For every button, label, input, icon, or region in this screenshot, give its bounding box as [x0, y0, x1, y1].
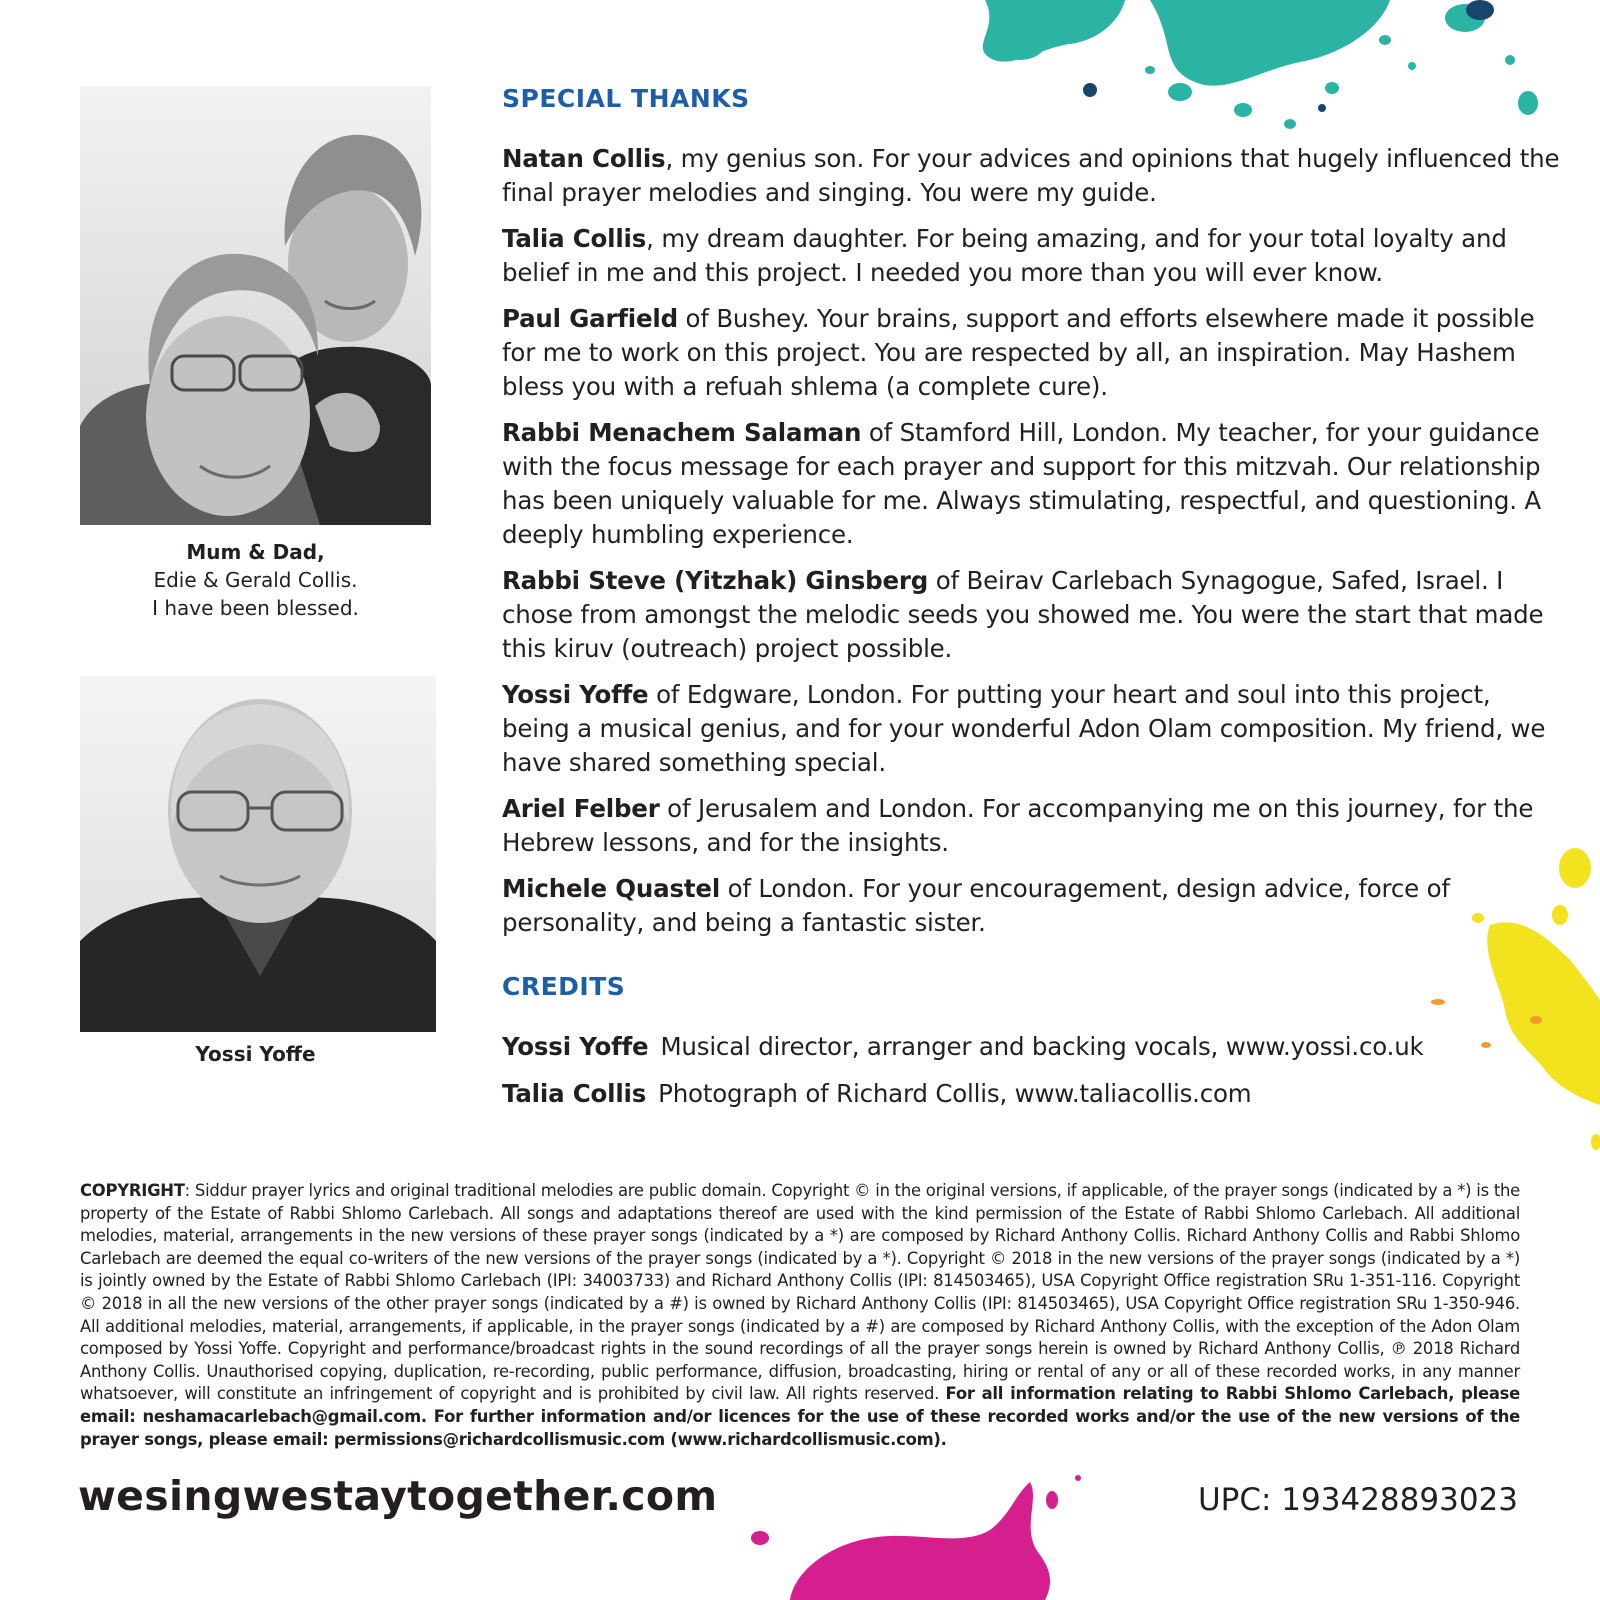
parents-caption: [80, 538, 431, 622]
thanks-text: of Beirav Carlebach Synagogue, Safed, Israel. I chose from amongst the melodic seeds you showed me. You were the start that made this kiruv (outreach) project possible.: [502, 566, 1544, 663]
thanks-item: [502, 872, 1562, 940]
thanks-text: of Bushey. Your brains, support and efforts elsewhere made it possible for me to work on this project. You are respected by all, an inspiration. May Hashem bless you with a refuah shlema (a complete cure).: [502, 304, 1535, 401]
credit-text: Musical director, arranger and backing vocals, www.yossi.co.uk: [660, 1032, 1424, 1061]
copyright-contact: For all information relating to Rabbi Shlomo Carlebach, please email: neshamacarlebach@gmail.com. For further information and/or licences for the use of these recorded works and/or the use of the new versions of the prayer songs, please email: permissions@richardcollismusic.com (www.richardcollismusic.com).: [80, 1384, 1521, 1449]
thanks-name: Rabbi Menachem Salaman: [502, 418, 862, 447]
yossi-yoffe-caption: [80, 1040, 431, 1068]
thanks-text: of Stamford Hill, London. My teacher, for your guidance with the focus message for each prayer and support for this mitzvah. Our relationship has been uniquely valuable for me. Always stimulating, respectful, and questioning. A deeply humbling experience.: [502, 418, 1541, 549]
upc-code: UPC: 193428893023: [1197, 1482, 1518, 1518]
thanks-item: [502, 564, 1562, 666]
thanks-text: of Edgware, London. For putting your heart and soul into this project, being a musical genius, and for your wonderful Adon Olam composition. My friend, we have shared something special.: [502, 680, 1546, 777]
thanks-text: , my dream daughter. For being amazing, and for your total loyalty and belief in me and this project. I needed you more than you will ever know.: [502, 224, 1507, 287]
credits-heading: CREDITS: [502, 972, 626, 1001]
website-url: wesingwestaytogether.com: [78, 1472, 718, 1520]
thanks-name: Yossi Yoffe: [502, 680, 649, 709]
copyright-label: COPYRIGHT: [80, 1181, 185, 1200]
thanks-name: Talia Collis: [502, 224, 647, 253]
credit-name: Talia Collis: [502, 1079, 647, 1108]
magenta-splash: [751, 1475, 1081, 1600]
credit-name: Yossi Yoffe: [502, 1032, 649, 1061]
copyright-notice: [80, 1180, 1520, 1451]
special-thanks-heading: SPECIAL THANKS: [502, 84, 750, 113]
credit-item: [502, 1030, 1562, 1064]
credit-item: [502, 1077, 1562, 1111]
thanks-name: Rabbi Steve (Yitzhak) Ginsberg: [502, 566, 929, 595]
yossi-yoffe-photo: [80, 676, 436, 1032]
thanks-item: [502, 792, 1562, 860]
parents-caption-note: I have been blessed.: [152, 596, 359, 620]
thanks-text: of London. For your encouragement, design advice, force of personality, and being a fantastic sister.: [502, 874, 1450, 937]
credit-text: Photograph of Richard Collis, www.taliacollis.com: [658, 1079, 1252, 1108]
special-thanks-list: [502, 142, 1562, 952]
thanks-text: of Jerusalem and London. For accompanying me on this journey, for the Hebrew lessons, and for the insights.: [502, 794, 1534, 857]
thanks-item: [502, 142, 1562, 210]
teal-splash: [983, 0, 1538, 129]
thanks-name: Paul Garfield: [502, 304, 678, 333]
thanks-name: Natan Collis: [502, 144, 666, 173]
thanks-item: [502, 222, 1562, 290]
thanks-name: Michele Quastel: [502, 874, 721, 903]
parents-photo: [80, 86, 431, 525]
thanks-item: [502, 678, 1562, 780]
parents-caption-names: Edie & Gerald Collis.: [153, 568, 358, 592]
credits-list: [502, 1030, 1562, 1124]
thanks-item: [502, 416, 1562, 552]
thanks-name: Ariel Felber: [502, 794, 660, 823]
parents-caption-title: Mum & Dad,: [186, 540, 325, 564]
yossi-yoffe-caption-text: Yossi Yoffe: [195, 1042, 316, 1066]
copyright-body: : Siddur prayer lyrics and original traditional melodies are public domain. Copyright © in the original versions, if applicable, of the prayer songs (indicated by a *) is the property of the Estate of Rabbi Shlomo Carlebach. All songs and adaptations thereof are used with the kind permission of the Estate of Rabbi Shlomo Carlebach. All additional melodies, material, arrangements in the new versions of these prayer songs (indicated by a *) are composed by Richard Anthony Collis. Richard Anthony Collis and Rabbi Shlomo Carlebach are deemed the equal co-writers of the new versions of the prayer songs (indicated by a *). Copyright © 2018 in the new versions of the prayer songs (indicated by a *) is jointly owned by the Estate of Rabbi Shlomo Carlebach (IPI: 34003733) and Richard Anthony Collis (IPI: 814503465), USA Copyright Office registration SRu 1-351-116. Copyright © 2018 in all the new versions of the other prayer songs (indicated by a #) is owned by Richard Anthony Collis (IPI: 814503465), USA Copyright Office registration SRu 1-350-946. All additional melodies, material, arrangements, if applicable, in the prayer songs (indicated by a #) are composed by Richard Anthony Collis, with the exception of the Adon Olam composed by Yossi Yoffe. Copyright and performance/broadcast rights in the sound recordings of all the prayer songs herein is owned by Richard Anthony Collis, ℗ 2018 Richard Anthony Collis. Unauthorised copying, duplication, re-recording, public performance, diffusion, broadcasting, hiring or rental of any or all of these recorded works, in any manner whatsoever, will constitute an infringement of copyright and is prohibited by civil law. All rights reserved.: [80, 1181, 1520, 1404]
thanks-text: , my genius son. For your advices and opinions that hugely influenced the final prayer melodies and singing. You were my guide.: [502, 144, 1560, 207]
thanks-item: [502, 302, 1562, 404]
